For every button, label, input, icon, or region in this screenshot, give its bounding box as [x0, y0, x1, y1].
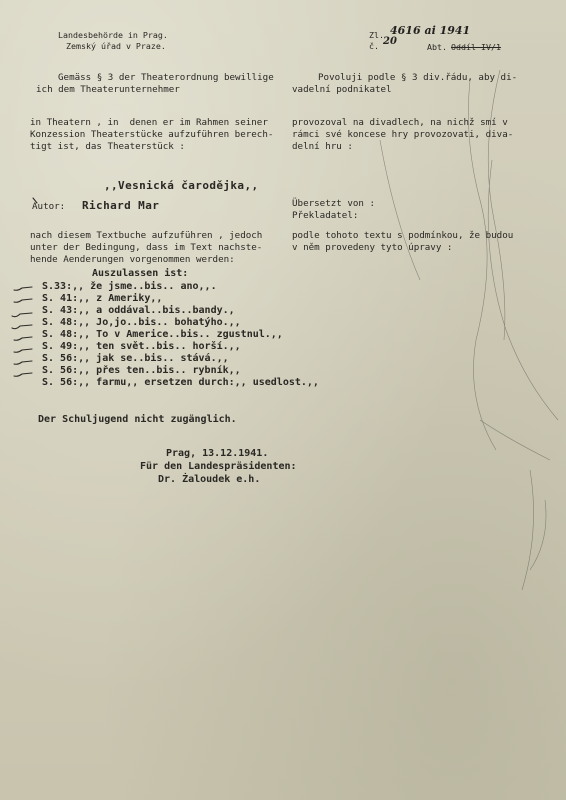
omission-item: S. 48:,, To v Americe..bis.. zgustnul.,,: [42, 329, 283, 340]
omissions-heading: Auszulassen ist:: [92, 268, 189, 279]
zl-number: 4616 ai 1941: [390, 24, 471, 37]
place-date: Prag, 13.12.1941.: [166, 448, 269, 459]
right-text-line: delní hru :: [292, 141, 353, 152]
abt-value: Oddíl IV/1: [451, 42, 501, 52]
omission-item: S. 43:,, a oddával..bis..bandy.,: [42, 305, 235, 316]
omission-item: S. 56:,, přes ten..bis.. rybník,,: [42, 365, 241, 376]
author-name: Richard Mar: [82, 199, 160, 212]
tick-mark: [12, 313, 32, 317]
authority-name-de: Landesbehörde in Prag.: [58, 30, 168, 40]
omission-item: S. 56:,, jak se..bis.. stává.,,: [42, 353, 229, 364]
tick-mark: [14, 349, 32, 352]
tick-mark: [14, 287, 32, 290]
authority-name-cz: Zemský úřad v Praze.: [66, 41, 166, 51]
right-text-line: vadelní podnikatel: [292, 84, 392, 95]
omission-item: S. 41:,, z Ameriky,,: [42, 293, 163, 304]
omission-item: S.33:,, že jsme..bis.. ano,,.: [42, 281, 217, 292]
pencil-scribble: [468, 80, 496, 450]
signatory-name: Dr. Żaloudek e.h.: [158, 474, 261, 485]
left-text-line: tigt ist, das Theaterstück :: [30, 141, 185, 152]
right-text-line: rámci své koncese hry provozovati, diva-: [292, 129, 514, 140]
tick-mark: [12, 325, 32, 329]
c-number: 20: [383, 36, 397, 47]
youth-restriction-note: Der Schuljugend nicht zugänglich.: [38, 414, 237, 425]
right-text-line: podle tohoto textu s podmínkou, že budou: [292, 230, 514, 241]
zl-label: Zl.: [369, 30, 384, 40]
pencil-scribble: [380, 140, 420, 280]
omission-item: S. 49:,, ten svět..bis.. horší.,,: [42, 341, 241, 352]
signatory-for-line: Für den Landespräsidenten:: [140, 461, 297, 472]
left-text-line: hende Aenderungen vorgenommen werden:: [30, 254, 235, 265]
right-text-line: provozoval na divadlech, na nichž smí v: [292, 117, 508, 128]
tick-mark: [14, 361, 32, 364]
left-text-line: Konzession Theaterstücke aufzuführen berech-: [30, 129, 274, 140]
tick-mark: [14, 299, 32, 302]
c-label: č.: [369, 41, 379, 51]
pencil-scribble: [488, 160, 558, 420]
pencil-scribble: [488, 70, 505, 340]
abt-label: Abt.: [427, 42, 447, 52]
left-text-line: in Theatern , in denen er im Rahmen seiner: [30, 117, 268, 128]
left-text-line: Gemäss § 3 der Theaterordnung bewillige: [58, 72, 274, 83]
right-text-line: v něm provedeny tyto úpravy :: [292, 242, 453, 253]
quote-mark: [33, 198, 37, 203]
right-text-line: Povoluji podle § 3 div.řádu, aby di-: [318, 72, 518, 83]
tick-mark: [14, 337, 32, 340]
omission-item: S. 48:,, Jo,jo..bis.. bohatýho.,,: [42, 317, 241, 328]
translator-label-cz: Překladatel:: [292, 210, 359, 221]
author-label: Autor:: [32, 201, 66, 212]
left-text-line: unter der Bedingung, dass im Text nachste-: [30, 242, 263, 253]
left-text-line: nach diesem Textbuche aufzuführen , jedoch: [30, 230, 263, 241]
left-text-line: ich dem Theaterunternehmer: [36, 84, 180, 95]
tick-mark: [14, 373, 32, 376]
play-title: ,,Vesnická čarodějka,,: [104, 179, 259, 192]
omission-item: S. 56:,, farmu,, ersetzen durch:,, usedlost.,,: [42, 377, 319, 388]
translated-by-label-de: Übersetzt von :: [292, 198, 375, 209]
pencil-scribble: [522, 470, 534, 590]
